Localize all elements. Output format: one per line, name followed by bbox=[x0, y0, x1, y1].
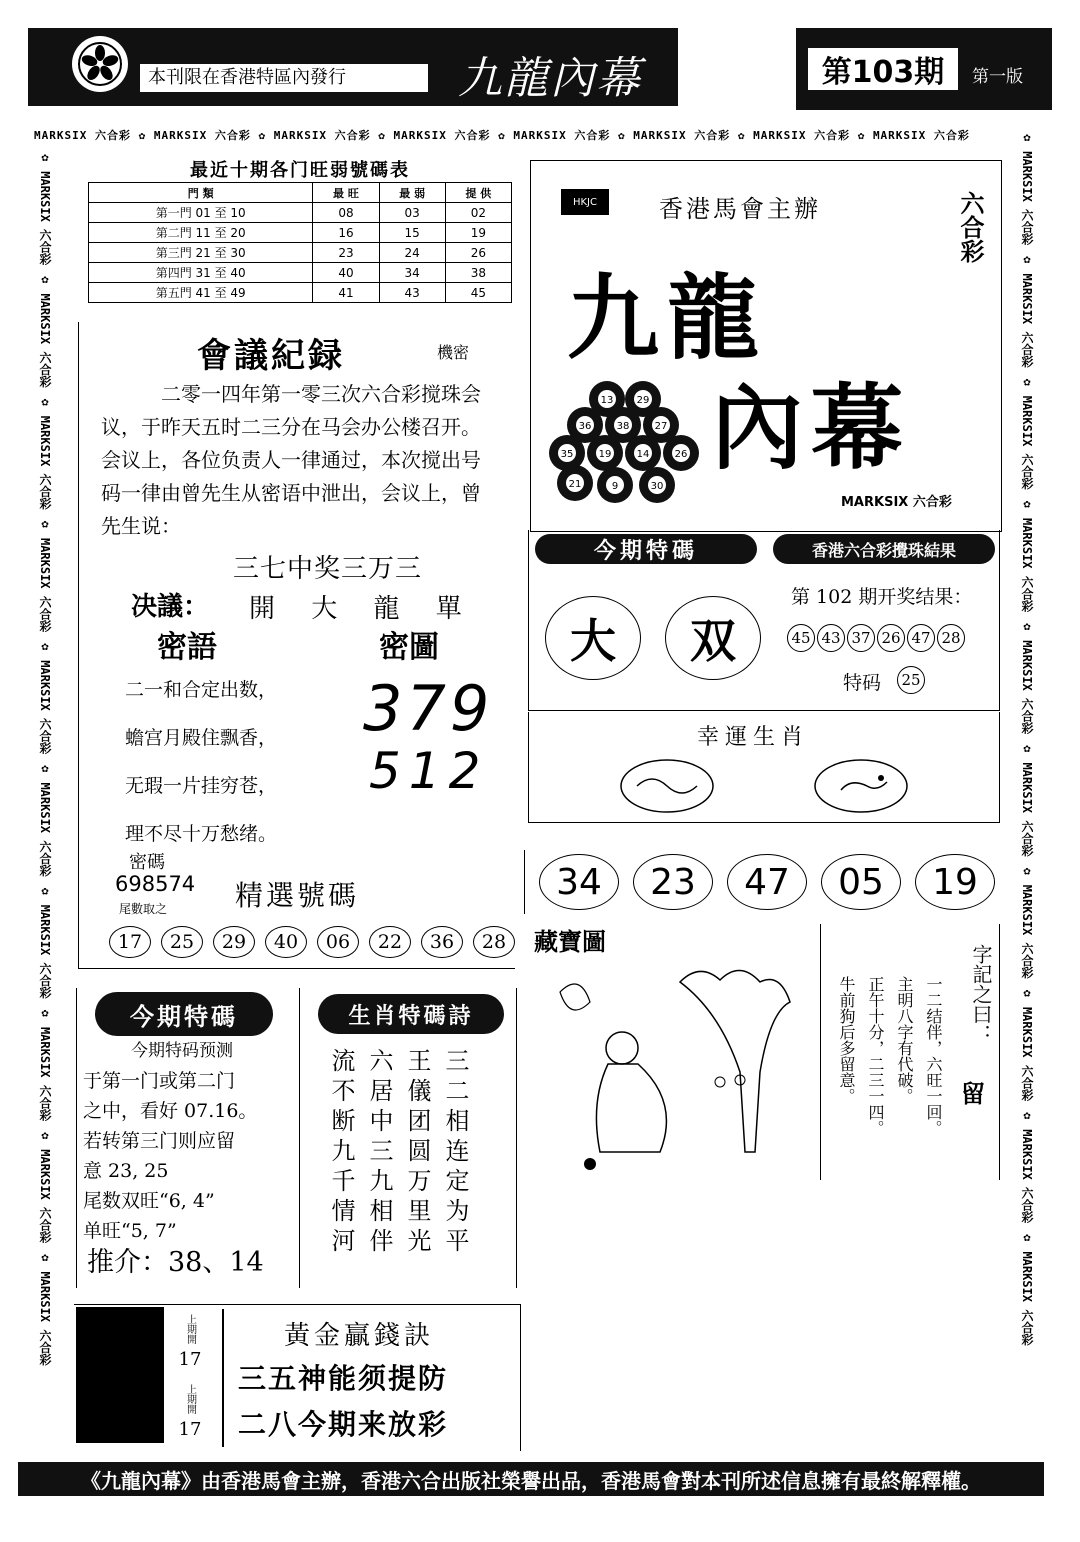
poem-column: 六居中三九相伴 bbox=[365, 1048, 393, 1258]
cell: 41 bbox=[313, 283, 379, 303]
cell: 45 bbox=[445, 283, 511, 303]
confidential-tag: 機密 bbox=[437, 343, 470, 362]
special-code-panel bbox=[528, 530, 1000, 711]
zodiac-poem-body bbox=[326, 1048, 470, 1280]
table-title: 最近十期各门旺弱號碼表 bbox=[190, 160, 410, 181]
cell: 第二門 11 至 20 bbox=[89, 223, 313, 243]
selected-numbers bbox=[109, 926, 515, 958]
treasure-map-illustration bbox=[530, 952, 810, 1180]
col-header: 提 供 bbox=[445, 183, 511, 203]
double-badge: 双 bbox=[665, 596, 761, 680]
verse-line: 牛前狗后多留意。 bbox=[837, 976, 856, 1104]
cell: 26 bbox=[445, 243, 511, 263]
result-number: 37 bbox=[847, 624, 875, 652]
lottery-ball-number: 9 bbox=[611, 481, 619, 492]
edition-label: 第一版 bbox=[972, 67, 1023, 87]
word-answer: 留 bbox=[961, 1079, 985, 1108]
selected-label: 精選號碼 bbox=[235, 879, 360, 912]
last-draw-box-1 bbox=[170, 1309, 210, 1373]
recommend-line: 推介：38、14 bbox=[87, 1247, 264, 1278]
forecast-line: 单旺“5, 7” bbox=[83, 1220, 177, 1242]
issue-number: 第103期 bbox=[808, 48, 958, 90]
pick-number: 34 bbox=[539, 854, 619, 910]
forecast-line: 于第一门或第二门 bbox=[83, 1070, 236, 1092]
table-row bbox=[89, 223, 512, 243]
lottery-ball-number: 30 bbox=[650, 481, 664, 492]
poem-column: 王儀团圆万里光 bbox=[403, 1048, 431, 1258]
forecast-line: 今期特码预测 bbox=[131, 1041, 233, 1061]
table-row bbox=[89, 263, 512, 283]
golden-line-2: 二八今期来放彩 bbox=[238, 1408, 449, 1441]
brand-strip-top: MARKSIX 六合彩 ✿ MARKSIX 六合彩 ✿ MARKSIX 六合彩 ✿ MARKSIX 六合彩 ✿ MARKSIX 六合彩 ✿ MARKSIX 六合彩 ✿ MARKSIX 六合彩 ✿ MARKSIX 六合彩 bbox=[34, 129, 970, 142]
cell: 02 bbox=[445, 203, 511, 223]
word-title: 字記之曰： bbox=[969, 944, 993, 1044]
meeting-title: 會議紀録 bbox=[197, 336, 345, 376]
picks-row bbox=[524, 850, 995, 914]
prev-numbers bbox=[787, 624, 965, 652]
result-number: 28 bbox=[937, 624, 965, 652]
meeting-body: 二零一四年第一零三次六合彩搅珠会议，于昨天五时二三分在马会办公楼召开。会议上，各位负责人一律通过，本次搅出号码一律由曾先生从密语中泄出，会议上，曾先生说： bbox=[101, 382, 481, 538]
col-header: 最 旺 bbox=[313, 183, 379, 203]
footer-bar bbox=[18, 1462, 1044, 1496]
cell: 08 bbox=[313, 203, 379, 223]
result-number: 26 bbox=[877, 624, 905, 652]
cell: 第四門 31 至 40 bbox=[89, 263, 313, 283]
banner-title-1: 九龍 bbox=[567, 264, 768, 372]
meeting-quote: 三七中奖三万三 bbox=[233, 554, 423, 584]
code-title: 密碼 bbox=[129, 852, 165, 873]
result-number: 47 bbox=[907, 624, 935, 652]
pick-number: 47 bbox=[727, 854, 807, 910]
handwritten-number-top: 379 bbox=[363, 672, 494, 745]
main-banner bbox=[530, 160, 1002, 532]
cell: 第五門 41 至 49 bbox=[89, 283, 313, 303]
last-draw-label: 上期開 bbox=[184, 1314, 196, 1344]
handwritten-number-bottom: 512 bbox=[369, 742, 489, 800]
word-verse bbox=[835, 976, 945, 1172]
cell: 03 bbox=[379, 203, 445, 223]
code-value: 698574 bbox=[115, 872, 196, 896]
lottery-ball-number: 27 bbox=[654, 421, 668, 432]
lottery-name: 六合彩 bbox=[956, 191, 985, 263]
lottery-ball-number: 21 bbox=[568, 479, 582, 490]
cell: 15 bbox=[379, 223, 445, 243]
cell: 38 bbox=[445, 263, 511, 283]
header-bar bbox=[28, 28, 678, 106]
code-poem bbox=[125, 666, 277, 858]
selected-number: 25 bbox=[161, 926, 203, 958]
lottery-ball-number: 14 bbox=[636, 449, 650, 460]
poem-line: 二一和合定出数， bbox=[125, 679, 278, 701]
brand-strip-left: ✿ MARKSIX 六合彩 ✿ MARKSIX 六合彩 ✿ MARKSIX 六合彩 ✿ MARKSIX 六合彩 ✿ MARKSIX 六合彩 ✿ MARKSIX 六合彩 ✿ MARKSIX 六合彩 ✿ MARKSIX 六合彩 ✿ MARKSIX 六合彩 ✿ MARKSIX 六合彩 bbox=[38, 150, 52, 1366]
poem-column: 三二相连定为平 bbox=[441, 1048, 469, 1258]
result-number: 43 bbox=[817, 624, 845, 652]
resolution-label: 决議： bbox=[131, 592, 210, 622]
selected-number: 06 bbox=[317, 926, 359, 958]
meeting-panel bbox=[78, 322, 515, 969]
selected-number: 29 bbox=[213, 926, 255, 958]
black-block bbox=[76, 1307, 164, 1443]
pick-number: 23 bbox=[633, 854, 713, 910]
banner-title-2: 內幕 bbox=[711, 374, 912, 482]
issue-bar bbox=[796, 28, 1052, 110]
golden-line-1: 三五神能须提防 bbox=[238, 1362, 449, 1395]
zodiac-panel bbox=[528, 712, 1000, 823]
cell: 34 bbox=[379, 263, 445, 283]
selected-number: 28 bbox=[473, 926, 515, 958]
poem-line: 蟾宫月殿住飘香， bbox=[125, 727, 278, 749]
resolution-value: 開 大 龍 單 bbox=[249, 594, 476, 624]
word-panel bbox=[820, 924, 1000, 1180]
poem-column: 流不断九千情河 bbox=[327, 1048, 355, 1258]
chart-label: 密圖 bbox=[379, 630, 439, 665]
prev-issue-label: 第 102 期开奖结果： bbox=[791, 586, 973, 608]
special-number-label: 特码 bbox=[843, 672, 882, 694]
last-draw-value: 17 bbox=[178, 1419, 202, 1440]
table-row bbox=[89, 203, 512, 223]
marksix-brand: MARKSIX 六合彩 bbox=[841, 495, 952, 510]
brand-strip-right: ✿ MARKSIX 六合彩 ✿ MARKSIX 六合彩 ✿ MARKSIX 六合彩 ✿ MARKSIX 六合彩 ✿ MARKSIX 六合彩 ✿ MARKSIX 六合彩 ✿ MARKSIX 六合彩 ✿ MARKSIX 六合彩 ✿ MARKSIX 六合彩 ✿ MARKSIX 六合彩 bbox=[1020, 130, 1034, 1346]
cell: 23 bbox=[313, 243, 379, 263]
selected-number: 17 bbox=[109, 926, 151, 958]
treasure-title: 藏寶圖 bbox=[534, 927, 606, 956]
zodiac-animal-icon bbox=[617, 756, 717, 816]
cell: 第三門 21 至 30 bbox=[89, 243, 313, 263]
cell: 第一門 01 至 10 bbox=[89, 203, 313, 223]
zodiac-poem-panel bbox=[304, 988, 517, 1288]
masthead-title: 九龍內幕 bbox=[458, 53, 642, 104]
forecast-line: 尾数双旺“6, 4” bbox=[83, 1190, 215, 1212]
special-number: 25 bbox=[897, 666, 925, 694]
lottery-ball-number: 29 bbox=[636, 395, 650, 406]
hkjc-logo-icon: HKJC bbox=[561, 189, 609, 215]
lottery-balls-pile bbox=[545, 381, 715, 517]
lottery-ball-number: 19 bbox=[598, 449, 612, 460]
special-code-label: 今期特碼 bbox=[535, 534, 757, 564]
selected-number: 36 bbox=[421, 926, 463, 958]
zodiac-poem-label: 生肖特碼詩 bbox=[318, 994, 504, 1034]
table-header-row bbox=[89, 183, 512, 203]
cell: 43 bbox=[379, 283, 445, 303]
door-stats-panel bbox=[88, 156, 512, 308]
pick-number: 19 bbox=[915, 854, 995, 910]
golden-divider bbox=[222, 1309, 224, 1447]
last-draw-label: 上期開 bbox=[184, 1384, 196, 1414]
verse-line: 正午十分，二三一四。 bbox=[866, 976, 885, 1136]
golden-title: 黃金贏錢訣 bbox=[284, 1321, 435, 1351]
lottery-ball-number: 26 bbox=[674, 449, 688, 460]
brand-strip-text: MARKSIX 六合彩 bbox=[34, 129, 131, 142]
poem-line: 理不尽十万愁绪。 bbox=[125, 823, 278, 845]
selected-number: 22 bbox=[369, 926, 411, 958]
code-note: 尾數取之 bbox=[119, 902, 168, 916]
last-draw-box-2 bbox=[170, 1379, 210, 1443]
golden-panel bbox=[74, 1304, 521, 1451]
lottery-ball-number: 38 bbox=[616, 421, 630, 432]
cell: 19 bbox=[445, 223, 511, 243]
footer-text: 《九龍內幕》由香港馬會主辦，香港六合出版社榮譽出品，香港馬會對本刊所述信息擁有最終解釋權。 bbox=[81, 1468, 981, 1493]
forecast-line: 若转第三门则应留 bbox=[83, 1130, 236, 1152]
door-stats-table bbox=[88, 182, 512, 303]
hk-emblem-icon bbox=[72, 36, 128, 92]
pick-number: 05 bbox=[821, 854, 901, 910]
cell: 16 bbox=[313, 223, 379, 243]
col-header: 門 類 bbox=[89, 183, 313, 203]
lottery-ball-number: 13 bbox=[600, 395, 614, 406]
zodiac-title: 幸運生肖 bbox=[697, 725, 810, 750]
results-label: 香港六合彩攪珠結果 bbox=[773, 534, 995, 564]
forecast-line: 之中，看好 07.16。 bbox=[83, 1100, 258, 1122]
zodiac-animal-icon bbox=[811, 756, 911, 816]
table-row bbox=[89, 243, 512, 263]
distribution-notice: 本刊限在香港特區內發行 bbox=[140, 64, 428, 92]
cell: 40 bbox=[313, 263, 379, 283]
cell: 24 bbox=[379, 243, 445, 263]
verse-line: 一二结伴，六旺一回。 bbox=[924, 976, 943, 1136]
forecast-label: 今期特碼 bbox=[95, 992, 273, 1036]
last-draw-value: 17 bbox=[178, 1349, 202, 1370]
organizer: 香港馬會主辦 bbox=[659, 195, 821, 223]
big-badge: 大 bbox=[545, 596, 641, 680]
col-header: 最 弱 bbox=[379, 183, 445, 203]
poem-line: 无瑕一片挂穷苍， bbox=[125, 775, 278, 797]
result-number: 45 bbox=[787, 624, 815, 652]
forecast-panel bbox=[76, 988, 300, 1288]
lottery-ball-number: 35 bbox=[560, 449, 574, 460]
lottery-ball-number: 36 bbox=[578, 421, 592, 432]
table-row bbox=[89, 283, 512, 303]
forecast-text bbox=[83, 1036, 295, 1246]
code-label: 密語 bbox=[157, 630, 217, 665]
selected-number: 40 bbox=[265, 926, 307, 958]
forecast-line: 意 23, 25 bbox=[83, 1160, 169, 1182]
verse-line: 主明八字有代破。 bbox=[895, 976, 914, 1104]
